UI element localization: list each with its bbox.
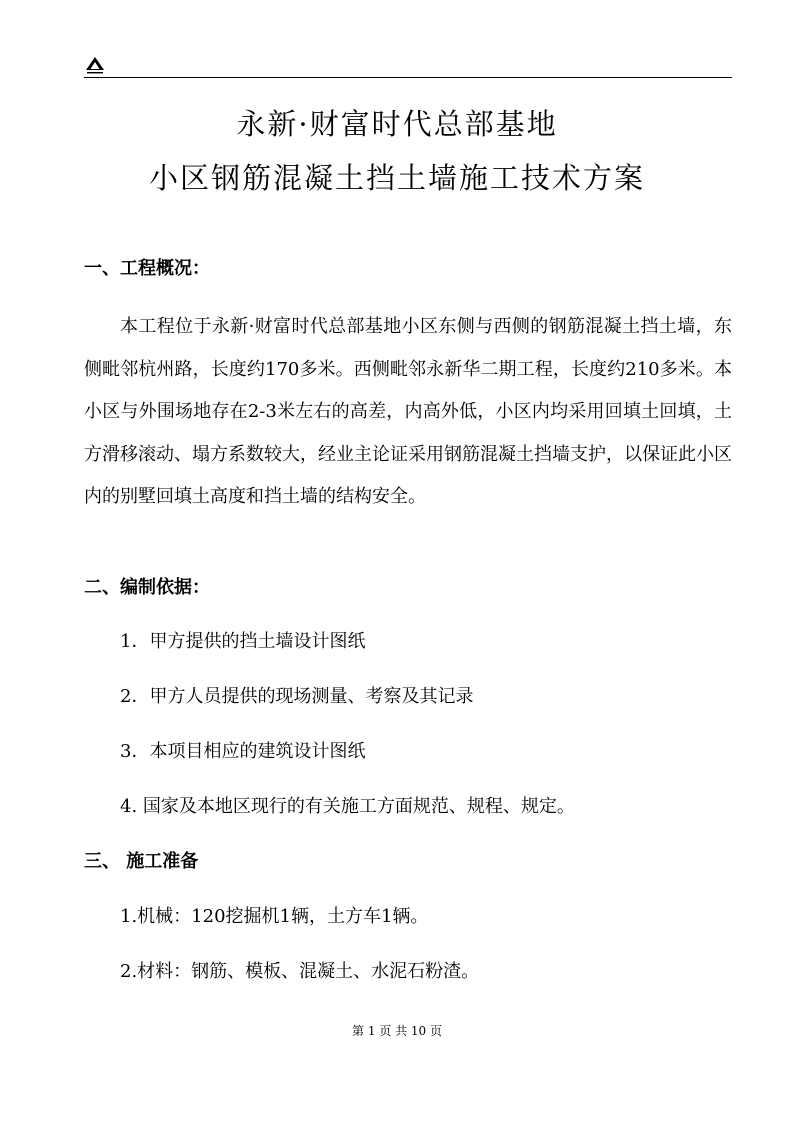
preparation-item: 2.材料：钢筋、模板、混凝土、水泥石粉渣。 (120, 961, 480, 982)
section-heading-overview: 一、工程概况： (84, 258, 210, 279)
preparation-item: 1.机械：120挖掘机1辆，土方车1辆。 (120, 906, 429, 927)
document-title-line1: 永新·财富时代总部基地 (236, 107, 558, 141)
document-title-line2: 小区钢筋混凝土挡土墙施工技术方案 (148, 161, 645, 195)
section-heading-preparation: 三、 施工准备 (84, 851, 199, 872)
page-number: 第 1 页 共 10 页 (352, 1024, 442, 1038)
basis-item: 2．甲方人员提供的现场测量、考察及其记录 (120, 686, 474, 707)
overview-paragraph: 本工程位于永新·财富时代总部基地小区东侧与西侧的钢筋混凝土挡土墙，东侧毗邻杭州路，长度约170多米。西侧毗邻永新华二期工程，长度约210多米。本小区与外围场地存在2-3米左右的高差，内高外低，小区内均采用回填土回填，土方滑移滚动、塌方系数较大，经业主论证采用钢筋混凝土挡墙支护，以保证此小区内的别墅回填土高度和挡土墙的结构安全。 (84, 316, 732, 507)
basis-item: 1．甲方提供的挡土墙设计图纸 (120, 631, 366, 652)
header-divider (84, 77, 732, 78)
section-heading-basis: 二、编制依据： (84, 577, 210, 598)
basis-item: 3．本项目相应的建筑设计图纸 (120, 741, 366, 762)
basis-item: 4. 国家及本地区现行的有关施工方面规范、规程、规定。 (120, 796, 575, 817)
company-logo-icon (84, 56, 106, 76)
